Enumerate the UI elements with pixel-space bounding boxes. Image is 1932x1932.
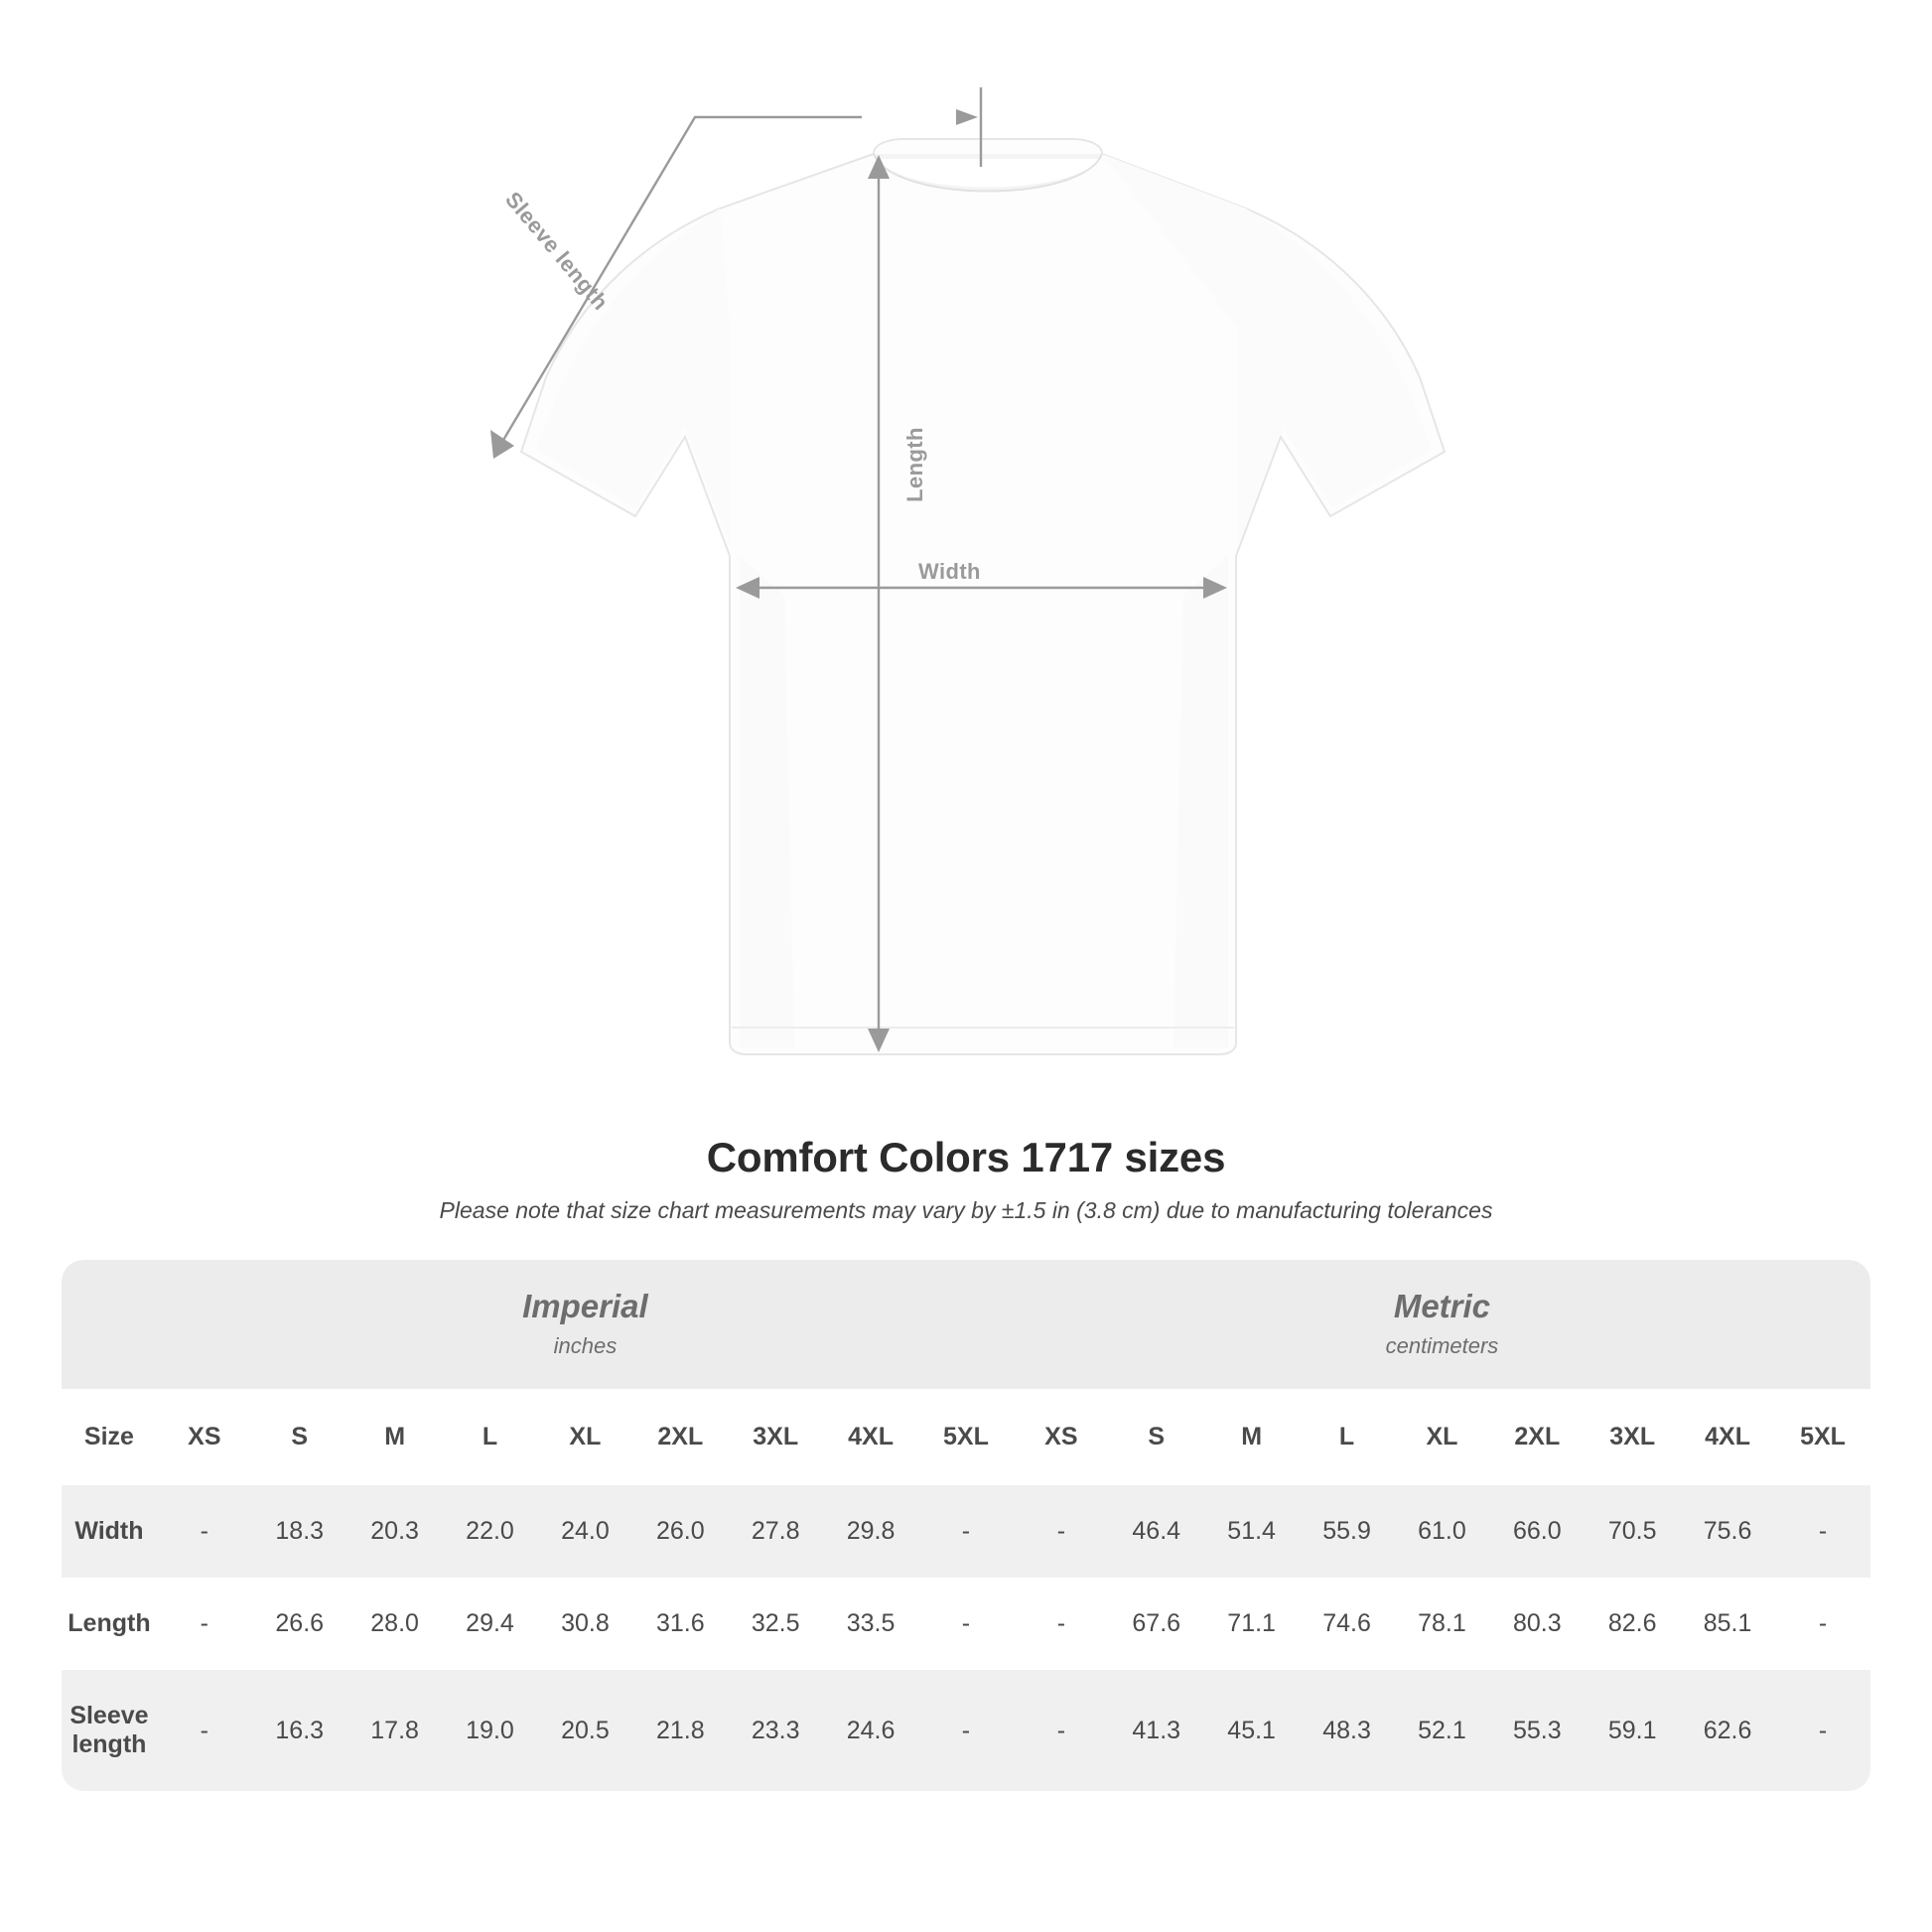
cell-width-imperial-5xl: -: [918, 1485, 1014, 1578]
tshirt-shape: [521, 139, 1445, 1054]
header-metric-3xl: 3XL: [1585, 1389, 1680, 1485]
header-imperial-s: S: [252, 1389, 347, 1485]
cell-length-metric-xl: 78.1: [1394, 1578, 1489, 1670]
cell-length-imperial-xl: 30.8: [537, 1578, 632, 1670]
cell-sleeve-imperial-3xl: 23.3: [728, 1670, 823, 1791]
table-row: [62, 1578, 1870, 1670]
cell-sleeve-metric-4xl: 62.6: [1680, 1670, 1775, 1791]
table-row: [62, 1485, 1870, 1578]
header-imperial-4xl: 4XL: [823, 1389, 918, 1485]
cell-length-metric-m: 71.1: [1204, 1578, 1300, 1670]
cell-width-imperial-3xl: 27.8: [728, 1485, 823, 1578]
cell-length-imperial-xs: -: [157, 1578, 252, 1670]
row-label-sleeve-length: Sleeve length: [62, 1670, 157, 1791]
cell-sleeve-metric-2xl: 55.3: [1489, 1670, 1585, 1791]
cell-sleeve-metric-l: 48.3: [1300, 1670, 1395, 1791]
table-row: [62, 1670, 1870, 1791]
cell-width-imperial-xl: 24.0: [537, 1485, 632, 1578]
size-header-row: [62, 1389, 1870, 1485]
cell-sleeve-imperial-l: 19.0: [443, 1670, 538, 1791]
cell-length-imperial-2xl: 31.6: [632, 1578, 728, 1670]
cell-length-metric-2xl: 80.3: [1489, 1578, 1585, 1670]
header-imperial-xl: XL: [537, 1389, 632, 1485]
unit-imperial-sub: inches: [553, 1333, 618, 1358]
cell-sleeve-metric-s: 41.3: [1109, 1670, 1204, 1791]
cell-length-imperial-l: 29.4: [443, 1578, 538, 1670]
cell-length-metric-xs: -: [1014, 1578, 1109, 1670]
cell-width-metric-l: 55.9: [1300, 1485, 1395, 1578]
unit-imperial-cell: [157, 1260, 1014, 1389]
cell-length-metric-l: 74.6: [1300, 1578, 1395, 1670]
header-imperial-5xl: 5XL: [918, 1389, 1014, 1485]
header-metric-5xl: 5XL: [1775, 1389, 1870, 1485]
header-size: Size: [62, 1389, 157, 1485]
cell-width-imperial-s: 18.3: [252, 1485, 347, 1578]
cell-width-metric-xs: -: [1014, 1485, 1109, 1578]
cell-length-imperial-s: 26.6: [252, 1578, 347, 1670]
unit-spacer-cell: [62, 1260, 157, 1389]
header-metric-4xl: 4XL: [1680, 1389, 1775, 1485]
row-label-width: Width: [62, 1485, 157, 1578]
unit-metric-cell: [1014, 1260, 1870, 1389]
cell-sleeve-imperial-s: 16.3: [252, 1670, 347, 1791]
cell-length-imperial-5xl: -: [918, 1578, 1014, 1670]
header-metric-xs: XS: [1014, 1389, 1109, 1485]
cell-length-metric-5xl: -: [1775, 1578, 1870, 1670]
cell-width-imperial-l: 22.0: [443, 1485, 538, 1578]
cell-length-metric-3xl: 82.6: [1585, 1578, 1680, 1670]
cell-width-metric-3xl: 70.5: [1585, 1485, 1680, 1578]
cell-sleeve-imperial-xl: 20.5: [537, 1670, 632, 1791]
cell-length-metric-4xl: 85.1: [1680, 1578, 1775, 1670]
cell-sleeve-imperial-2xl: 21.8: [632, 1670, 728, 1791]
header-imperial-2xl: 2XL: [632, 1389, 728, 1485]
cell-length-imperial-3xl: 32.5: [728, 1578, 823, 1670]
cell-width-metric-4xl: 75.6: [1680, 1485, 1775, 1578]
sleeve-length-label: Sleeve length: [500, 187, 614, 316]
cell-sleeve-imperial-5xl: -: [918, 1670, 1014, 1791]
cell-sleeve-metric-5xl: -: [1775, 1670, 1870, 1791]
cell-sleeve-metric-xl: 52.1: [1394, 1670, 1489, 1791]
unit-header-row: [62, 1260, 1870, 1389]
cell-width-metric-5xl: -: [1775, 1485, 1870, 1578]
header-metric-m: M: [1204, 1389, 1300, 1485]
cell-width-imperial-4xl: 29.8: [823, 1485, 918, 1578]
cell-length-imperial-m: 28.0: [347, 1578, 443, 1670]
size-table: [62, 1260, 1870, 1791]
header-metric-s: S: [1109, 1389, 1204, 1485]
cell-length-metric-s: 67.6: [1109, 1578, 1204, 1670]
cell-width-metric-s: 46.4: [1109, 1485, 1204, 1578]
header-imperial-xs: XS: [157, 1389, 252, 1485]
tolerance-note: Please note that size chart measurements may vary by ±1.5 in (3.8 cm) due to manufacturing tolerances: [439, 1197, 1493, 1223]
width-label: Width: [918, 559, 981, 584]
cell-width-metric-m: 51.4: [1204, 1485, 1300, 1578]
cell-sleeve-metric-3xl: 59.1: [1585, 1670, 1680, 1791]
header-metric-xl: XL: [1394, 1389, 1489, 1485]
unit-metric-name: Metric: [1393, 1288, 1491, 1324]
cell-width-imperial-2xl: 26.0: [632, 1485, 728, 1578]
header-imperial-3xl: 3XL: [728, 1389, 823, 1485]
cell-width-metric-2xl: 66.0: [1489, 1485, 1585, 1578]
header-imperial-m: M: [347, 1389, 443, 1485]
header-imperial-l: L: [443, 1389, 538, 1485]
header-metric-l: L: [1300, 1389, 1395, 1485]
cell-width-imperial-xs: -: [157, 1485, 252, 1578]
title-block: [0, 1134, 1932, 1224]
length-label: Length: [901, 427, 927, 502]
cell-sleeve-metric-m: 45.1: [1204, 1670, 1300, 1791]
cell-width-imperial-m: 20.3: [347, 1485, 443, 1578]
cell-width-metric-xl: 61.0: [1394, 1485, 1489, 1578]
cell-sleeve-metric-xs: -: [1014, 1670, 1109, 1791]
unit-metric-sub: centimeters: [1385, 1333, 1499, 1358]
row-label-length: Length: [62, 1578, 157, 1670]
size-table-wrapper: [62, 1260, 1870, 1791]
cell-sleeve-imperial-4xl: 24.6: [823, 1670, 918, 1791]
cell-sleeve-imperial-m: 17.8: [347, 1670, 443, 1791]
cell-sleeve-imperial-xs: -: [157, 1670, 252, 1791]
header-metric-2xl: 2XL: [1489, 1389, 1585, 1485]
cell-length-imperial-4xl: 33.5: [823, 1578, 918, 1670]
unit-imperial-name: Imperial: [522, 1288, 648, 1324]
page-title: Comfort Colors 1717 sizes: [706, 1134, 1226, 1180]
